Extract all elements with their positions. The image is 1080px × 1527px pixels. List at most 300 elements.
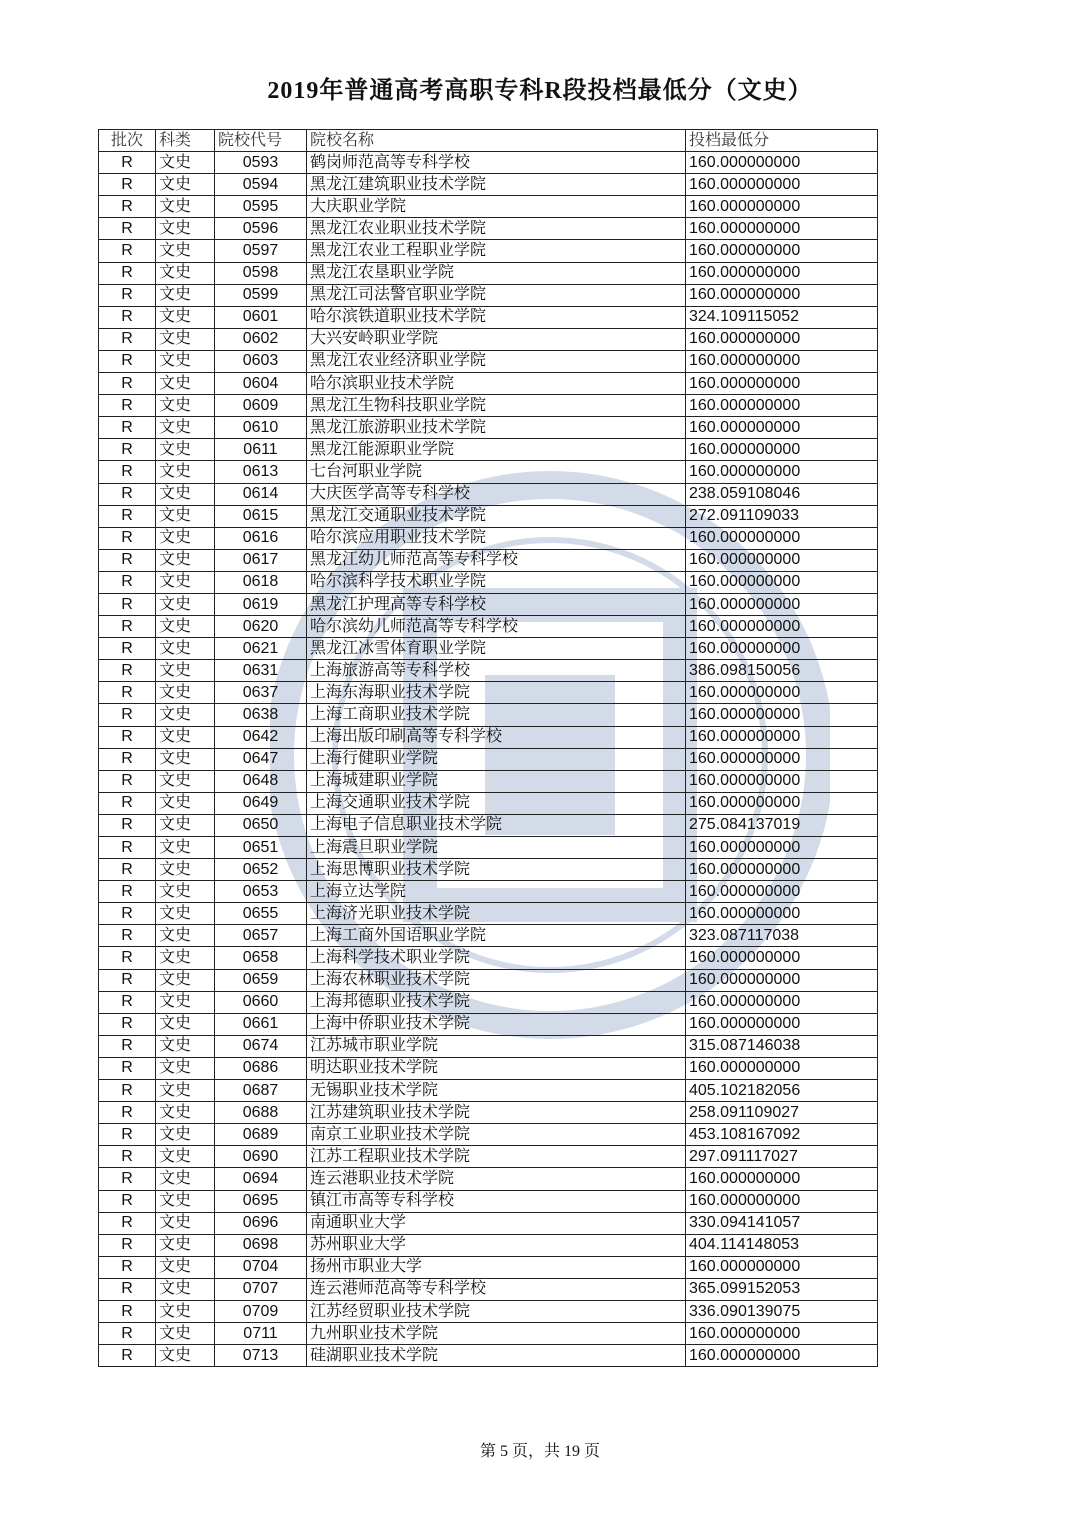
score-table: [98, 129, 878, 1367]
batch-cell: R: [99, 1124, 156, 1146]
min-score-cell: 160.000000000: [686, 770, 878, 792]
min-score-cell: 297.091117027: [686, 1146, 878, 1168]
category-cell: 文史: [156, 837, 215, 859]
batch-cell: R: [99, 881, 156, 903]
school-code-cell: 0598: [215, 262, 307, 284]
category-cell: 文史: [156, 616, 215, 638]
min-score-cell: 160.000000000: [686, 1256, 878, 1278]
category-cell: 文史: [156, 262, 215, 284]
table-row: [99, 306, 878, 328]
category-cell: 文史: [156, 483, 215, 505]
batch-cell: R: [99, 1013, 156, 1035]
table-row: [99, 837, 878, 859]
min-score-cell: 238.059108046: [686, 483, 878, 505]
category-cell: 文史: [156, 306, 215, 328]
batch-cell: R: [99, 284, 156, 306]
school-name-cell: 哈尔滨幼儿师范高等专科学校: [307, 616, 686, 638]
column-header-school-code: 院校代号: [215, 130, 307, 152]
table-row: [99, 196, 878, 218]
batch-cell: R: [99, 262, 156, 284]
school-name-cell: 上海电子信息职业技术学院: [307, 814, 686, 836]
school-name-cell: 南通职业大学: [307, 1212, 686, 1234]
category-cell: 文史: [156, 1278, 215, 1300]
min-score-cell: 272.091109033: [686, 505, 878, 527]
min-score-cell: 160.000000000: [686, 969, 878, 991]
school-code-cell: 0610: [215, 417, 307, 439]
school-name-cell: 哈尔滨应用职业技术学院: [307, 527, 686, 549]
category-cell: 文史: [156, 395, 215, 417]
school-name-cell: 上海工商职业技术学院: [307, 704, 686, 726]
batch-cell: R: [99, 395, 156, 417]
batch-cell: R: [99, 505, 156, 527]
table-row: [99, 549, 878, 571]
school-code-cell: 0655: [215, 903, 307, 925]
table-row: [99, 991, 878, 1013]
min-score-cell: 160.000000000: [686, 152, 878, 174]
batch-cell: R: [99, 616, 156, 638]
batch-cell: R: [99, 726, 156, 748]
school-code-cell: 0596: [215, 218, 307, 240]
category-cell: 文史: [156, 1035, 215, 1057]
batch-cell: R: [99, 571, 156, 593]
school-code-cell: 0698: [215, 1234, 307, 1256]
school-code-cell: 0631: [215, 660, 307, 682]
school-code-cell: 0661: [215, 1013, 307, 1035]
min-score-cell: 160.000000000: [686, 174, 878, 196]
table-row: [99, 417, 878, 439]
category-cell: 文史: [156, 373, 215, 395]
school-code-cell: 0618: [215, 571, 307, 593]
min-score-cell: 160.000000000: [686, 571, 878, 593]
category-cell: 文史: [156, 527, 215, 549]
min-score-cell: 386.098150056: [686, 660, 878, 682]
school-name-cell: 黑龙江农业工程职业学院: [307, 240, 686, 262]
table-row: [99, 240, 878, 262]
min-score-cell: 324.109115052: [686, 306, 878, 328]
table-row: [99, 505, 878, 527]
school-code-cell: 0616: [215, 527, 307, 549]
table-row: [99, 1146, 878, 1168]
batch-cell: R: [99, 593, 156, 615]
category-cell: 文史: [156, 859, 215, 881]
batch-cell: R: [99, 1234, 156, 1256]
min-score-cell: 453.108167092: [686, 1124, 878, 1146]
min-score-cell: 315.087146038: [686, 1035, 878, 1057]
table-row: [99, 1013, 878, 1035]
school-name-cell: 哈尔滨科学技术职业学院: [307, 571, 686, 593]
school-name-cell: 上海工商外国语职业学院: [307, 925, 686, 947]
min-score-cell: 160.000000000: [686, 350, 878, 372]
school-code-cell: 0709: [215, 1300, 307, 1322]
category-cell: 文史: [156, 969, 215, 991]
table-row: [99, 660, 878, 682]
batch-cell: R: [99, 1256, 156, 1278]
school-name-cell: 江苏城市职业学院: [307, 1035, 686, 1057]
category-cell: 文史: [156, 1300, 215, 1322]
category-cell: 文史: [156, 417, 215, 439]
batch-cell: R: [99, 174, 156, 196]
category-cell: 文史: [156, 350, 215, 372]
school-name-cell: 黑龙江幼儿师范高等专科学校: [307, 549, 686, 571]
min-score-cell: 160.000000000: [686, 1345, 878, 1367]
table-row: [99, 770, 878, 792]
batch-cell: R: [99, 1035, 156, 1057]
batch-cell: R: [99, 638, 156, 660]
table-row: [99, 638, 878, 660]
school-name-cell: 黑龙江建筑职业技术学院: [307, 174, 686, 196]
table-row: [99, 395, 878, 417]
batch-cell: R: [99, 704, 156, 726]
category-cell: 文史: [156, 1080, 215, 1102]
min-score-cell: 323.087117038: [686, 925, 878, 947]
school-code-cell: 0711: [215, 1323, 307, 1345]
school-name-cell: 上海科学技术职业学院: [307, 947, 686, 969]
category-cell: 文史: [156, 682, 215, 704]
min-score-cell: 160.000000000: [686, 748, 878, 770]
min-score-cell: 275.084137019: [686, 814, 878, 836]
school-name-cell: 黑龙江旅游职业技术学院: [307, 417, 686, 439]
school-name-cell: 鹤岗师范高等专科学校: [307, 152, 686, 174]
school-code-cell: 0696: [215, 1212, 307, 1234]
category-cell: 文史: [156, 991, 215, 1013]
category-cell: 文史: [156, 174, 215, 196]
school-name-cell: 黑龙江能源职业学院: [307, 439, 686, 461]
batch-cell: R: [99, 969, 156, 991]
school-name-cell: 上海邦德职业技术学院: [307, 991, 686, 1013]
school-name-cell: 上海震旦职业学院: [307, 837, 686, 859]
min-score-cell: 160.000000000: [686, 284, 878, 306]
column-header-batch: 批次: [99, 130, 156, 152]
category-cell: 文史: [156, 748, 215, 770]
batch-cell: R: [99, 483, 156, 505]
batch-cell: R: [99, 770, 156, 792]
school-name-cell: 黑龙江生物科技职业学院: [307, 395, 686, 417]
table-row: [99, 284, 878, 306]
table-row: [99, 969, 878, 991]
school-code-cell: 0614: [215, 483, 307, 505]
school-name-cell: 连云港职业技术学院: [307, 1168, 686, 1190]
table-row: [99, 1323, 878, 1345]
table-row: [99, 1234, 878, 1256]
category-cell: 文史: [156, 1190, 215, 1212]
category-cell: 文史: [156, 814, 215, 836]
category-cell: 文史: [156, 925, 215, 947]
batch-cell: R: [99, 925, 156, 947]
table-row: [99, 1057, 878, 1079]
school-name-cell: 九州职业技术学院: [307, 1323, 686, 1345]
school-code-cell: 0597: [215, 240, 307, 262]
min-score-cell: 160.000000000: [686, 616, 878, 638]
batch-cell: R: [99, 1345, 156, 1367]
batch-cell: R: [99, 1146, 156, 1168]
batch-cell: R: [99, 903, 156, 925]
table-row: [99, 1124, 878, 1146]
batch-cell: R: [99, 837, 156, 859]
category-cell: 文史: [156, 240, 215, 262]
school-code-cell: 0690: [215, 1146, 307, 1168]
school-code-cell: 0609: [215, 395, 307, 417]
min-score-cell: 160.000000000: [686, 439, 878, 461]
min-score-cell: 160.000000000: [686, 704, 878, 726]
category-cell: 文史: [156, 1168, 215, 1190]
table-row: [99, 328, 878, 350]
batch-cell: R: [99, 527, 156, 549]
school-name-cell: 哈尔滨职业技术学院: [307, 373, 686, 395]
category-cell: 文史: [156, 1057, 215, 1079]
category-cell: 文史: [156, 461, 215, 483]
school-code-cell: 0694: [215, 1168, 307, 1190]
min-score-cell: 160.000000000: [686, 1190, 878, 1212]
min-score-cell: 160.000000000: [686, 792, 878, 814]
min-score-cell: 330.094141057: [686, 1212, 878, 1234]
school-name-cell: 镇江市高等专科学校: [307, 1190, 686, 1212]
table-row: [99, 947, 878, 969]
school-name-cell: 黑龙江交通职业技术学院: [307, 505, 686, 527]
school-name-cell: 大庆职业学院: [307, 196, 686, 218]
school-code-cell: 0620: [215, 616, 307, 638]
school-code-cell: 0653: [215, 881, 307, 903]
school-name-cell: 黑龙江司法警官职业学院: [307, 284, 686, 306]
batch-cell: R: [99, 152, 156, 174]
min-score-cell: 404.114148053: [686, 1234, 878, 1256]
school-code-cell: 0602: [215, 328, 307, 350]
school-code-cell: 0660: [215, 991, 307, 1013]
school-code-cell: 0642: [215, 726, 307, 748]
category-cell: 文史: [156, 284, 215, 306]
school-code-cell: 0611: [215, 439, 307, 461]
school-code-cell: 0651: [215, 837, 307, 859]
school-code-cell: 0617: [215, 549, 307, 571]
batch-cell: R: [99, 947, 156, 969]
min-score-cell: 160.000000000: [686, 1168, 878, 1190]
school-name-cell: 上海农林职业技术学院: [307, 969, 686, 991]
category-cell: 文史: [156, 1256, 215, 1278]
school-code-cell: 0687: [215, 1080, 307, 1102]
category-cell: 文史: [156, 152, 215, 174]
school-name-cell: 上海立达学院: [307, 881, 686, 903]
batch-cell: R: [99, 240, 156, 262]
table-row: [99, 748, 878, 770]
category-cell: 文史: [156, 1102, 215, 1124]
school-name-cell: 苏州职业大学: [307, 1234, 686, 1256]
batch-cell: R: [99, 1102, 156, 1124]
category-cell: 文史: [156, 593, 215, 615]
batch-cell: R: [99, 549, 156, 571]
category-cell: 文史: [156, 881, 215, 903]
batch-cell: R: [99, 814, 156, 836]
batch-cell: R: [99, 1080, 156, 1102]
batch-cell: R: [99, 461, 156, 483]
table-row: [99, 461, 878, 483]
min-score-cell: 160.000000000: [686, 373, 878, 395]
batch-cell: R: [99, 1168, 156, 1190]
table-row: [99, 814, 878, 836]
table-row: [99, 483, 878, 505]
school-code-cell: 0713: [215, 1345, 307, 1367]
school-name-cell: 连云港师范高等专科学校: [307, 1278, 686, 1300]
min-score-cell: 160.000000000: [686, 682, 878, 704]
table-row: [99, 1035, 878, 1057]
school-name-cell: 大庆医学高等专科学校: [307, 483, 686, 505]
column-header-min-score: 投档最低分: [686, 130, 878, 152]
batch-cell: R: [99, 991, 156, 1013]
school-code-cell: 0648: [215, 770, 307, 792]
school-name-cell: 黑龙江农业职业技术学院: [307, 218, 686, 240]
batch-cell: R: [99, 1057, 156, 1079]
table-row: [99, 1278, 878, 1300]
table-row: [99, 350, 878, 372]
batch-cell: R: [99, 660, 156, 682]
category-cell: 文史: [156, 1013, 215, 1035]
category-cell: 文史: [156, 328, 215, 350]
school-code-cell: 0649: [215, 792, 307, 814]
category-cell: 文史: [156, 792, 215, 814]
min-score-cell: 160.000000000: [686, 726, 878, 748]
school-name-cell: 上海交通职业技术学院: [307, 792, 686, 814]
min-score-cell: 160.000000000: [686, 991, 878, 1013]
table-row: [99, 1190, 878, 1212]
min-score-cell: 160.000000000: [686, 240, 878, 262]
batch-cell: R: [99, 748, 156, 770]
min-score-cell: 160.000000000: [686, 903, 878, 925]
category-cell: 文史: [156, 1234, 215, 1256]
school-name-cell: 上海中侨职业技术学院: [307, 1013, 686, 1035]
table-row: [99, 373, 878, 395]
batch-cell: R: [99, 792, 156, 814]
min-score-cell: 160.000000000: [686, 1057, 878, 1079]
school-code-cell: 0638: [215, 704, 307, 726]
table-row: [99, 1256, 878, 1278]
school-code-cell: 0652: [215, 859, 307, 881]
table-row: [99, 616, 878, 638]
table-row: [99, 527, 878, 549]
school-name-cell: 无锡职业技术学院: [307, 1080, 686, 1102]
school-name-cell: 黑龙江农业经济职业学院: [307, 350, 686, 372]
table-row: [99, 1080, 878, 1102]
school-code-cell: 0603: [215, 350, 307, 372]
table-row: [99, 571, 878, 593]
category-cell: 文史: [156, 1212, 215, 1234]
batch-cell: R: [99, 439, 156, 461]
batch-cell: R: [99, 306, 156, 328]
batch-cell: R: [99, 350, 156, 372]
min-score-cell: 160.000000000: [686, 593, 878, 615]
table-row: [99, 682, 878, 704]
school-code-cell: 0674: [215, 1035, 307, 1057]
school-code-cell: 0599: [215, 284, 307, 306]
min-score-cell: 160.000000000: [686, 1013, 878, 1035]
min-score-cell: 160.000000000: [686, 461, 878, 483]
school-code-cell: 0647: [215, 748, 307, 770]
category-cell: 文史: [156, 1345, 215, 1367]
batch-cell: R: [99, 1278, 156, 1300]
category-cell: 文史: [156, 726, 215, 748]
min-score-cell: 160.000000000: [686, 638, 878, 660]
min-score-cell: 160.000000000: [686, 218, 878, 240]
table-row: [99, 593, 878, 615]
batch-cell: R: [99, 218, 156, 240]
school-name-cell: 扬州市职业大学: [307, 1256, 686, 1278]
school-code-cell: 0613: [215, 461, 307, 483]
min-score-cell: 160.000000000: [686, 549, 878, 571]
school-name-cell: 上海思博职业技术学院: [307, 859, 686, 881]
table-row: [99, 903, 878, 925]
min-score-cell: 336.090139075: [686, 1300, 878, 1322]
category-cell: 文史: [156, 218, 215, 240]
school-name-cell: 上海出版印刷高等专科学校: [307, 726, 686, 748]
table-header-row: [99, 130, 878, 152]
school-name-cell: 江苏经贸职业技术学院: [307, 1300, 686, 1322]
batch-cell: R: [99, 1190, 156, 1212]
batch-cell: R: [99, 859, 156, 881]
table-row: [99, 1345, 878, 1367]
column-header-school-name: 院校名称: [307, 130, 686, 152]
min-score-cell: 160.000000000: [686, 262, 878, 284]
school-name-cell: 黑龙江农垦职业学院: [307, 262, 686, 284]
min-score-cell: 160.000000000: [686, 947, 878, 969]
school-name-cell: 哈尔滨铁道职业技术学院: [307, 306, 686, 328]
category-cell: 文史: [156, 770, 215, 792]
min-score-cell: 160.000000000: [686, 196, 878, 218]
min-score-cell: 160.000000000: [686, 328, 878, 350]
batch-cell: R: [99, 373, 156, 395]
min-score-cell: 160.000000000: [686, 881, 878, 903]
category-cell: 文史: [156, 1124, 215, 1146]
min-score-cell: 405.102182056: [686, 1080, 878, 1102]
min-score-cell: 160.000000000: [686, 417, 878, 439]
table-row: [99, 1212, 878, 1234]
column-header-category: 科类: [156, 130, 215, 152]
school-code-cell: 0601: [215, 306, 307, 328]
school-code-cell: 0621: [215, 638, 307, 660]
table-row: [99, 174, 878, 196]
school-name-cell: 黑龙江护理高等专科学校: [307, 593, 686, 615]
school-code-cell: 0594: [215, 174, 307, 196]
table-row: [99, 218, 878, 240]
school-name-cell: 上海济光职业技术学院: [307, 903, 686, 925]
min-score-cell: 365.099152053: [686, 1278, 878, 1300]
table-row: [99, 792, 878, 814]
school-name-cell: 上海行健职业学院: [307, 748, 686, 770]
school-name-cell: 黑龙江冰雪体育职业学院: [307, 638, 686, 660]
batch-cell: R: [99, 196, 156, 218]
school-code-cell: 0593: [215, 152, 307, 174]
school-name-cell: 硅湖职业技术学院: [307, 1345, 686, 1367]
school-name-cell: 江苏工程职业技术学院: [307, 1146, 686, 1168]
school-name-cell: 上海城建职业学院: [307, 770, 686, 792]
school-code-cell: 0689: [215, 1124, 307, 1146]
min-score-cell: 258.091109027: [686, 1102, 878, 1124]
min-score-cell: 160.000000000: [686, 395, 878, 417]
category-cell: 文史: [156, 1323, 215, 1345]
min-score-cell: 160.000000000: [686, 859, 878, 881]
category-cell: 文史: [156, 660, 215, 682]
page-footer: 第 5 页，共 19 页: [479, 1443, 600, 1460]
school-name-cell: 七台河职业学院: [307, 461, 686, 483]
category-cell: 文史: [156, 1146, 215, 1168]
table-row: [99, 1300, 878, 1322]
school-code-cell: 0704: [215, 1256, 307, 1278]
table-row: [99, 704, 878, 726]
school-code-cell: 0604: [215, 373, 307, 395]
category-cell: 文史: [156, 196, 215, 218]
category-cell: 文史: [156, 549, 215, 571]
school-code-cell: 0637: [215, 682, 307, 704]
category-cell: 文史: [156, 505, 215, 527]
school-code-cell: 0658: [215, 947, 307, 969]
document-title: 2019年普通高考高职专科R段投档最低分（文史）: [267, 78, 813, 104]
min-score-cell: 160.000000000: [686, 837, 878, 859]
